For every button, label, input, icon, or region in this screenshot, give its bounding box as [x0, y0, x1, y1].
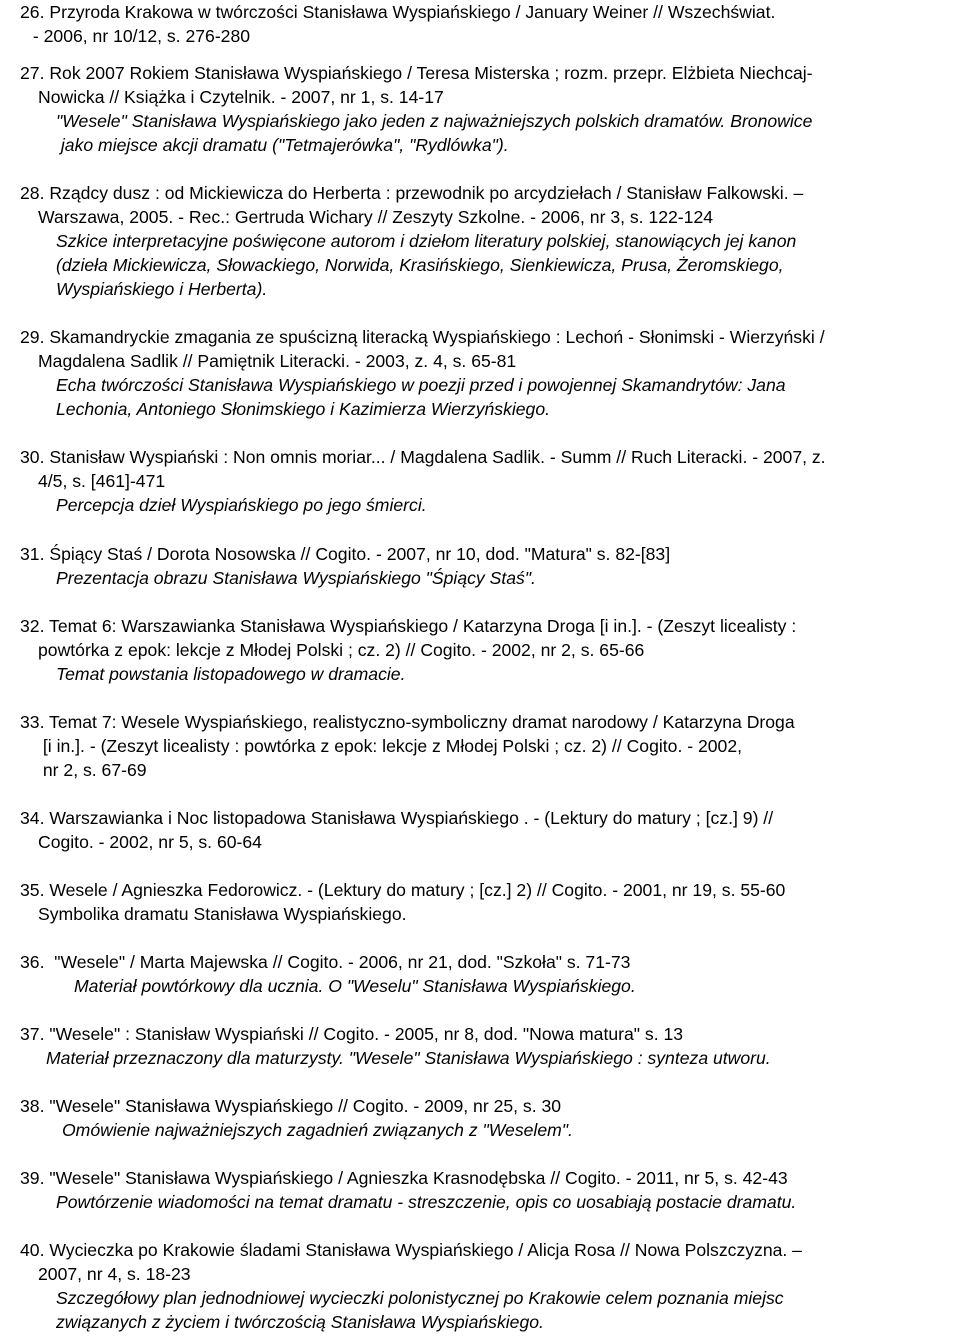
entry-line: 27. Rok 2007 Rokiem Stanisława Wyspiańskiego / Teresa Misterska ; rozm. przepr. Elżbieta Niechcaj-: [20, 63, 813, 83]
entry-line: 26. Przyroda Krakowa w twórczości Stanisława Wyspiańskiego / January Weiner // Wszechświat.: [20, 2, 776, 22]
entry-line: 36. "Wesele" / Marta Majewska // Cogito. - 2006, nr 21, dod. "Szkoła" s. 71-73: [20, 952, 631, 972]
entry-note: Prezentacja obrazu Stanisława Wyspiańskiego "Śpiący Staś".: [56, 568, 536, 588]
entry-line: nr 2, s. 67-69: [38, 760, 147, 780]
entry-note: Wyspiańskiego i Herberta).: [56, 279, 268, 299]
entry-note: "Wesele" Stanisława Wyspiańskiego jako jeden z najważniejszych polskich dramatów. Bronowice: [56, 111, 813, 131]
entry-line: Cogito. - 2002, nr 5, s. 60-64: [38, 832, 262, 852]
entry-line: 29. Skamandryckie zmagania ze spuścizną literacką Wyspiańskiego : Lechoń - Słonimski - Wierzyński /: [20, 327, 825, 347]
entry-line: 35. Wesele / Agnieszka Fedorowicz. - (Lektury do matury ; [cz.] 2) // Cogito. - 2001, nr 19, s. 55-60: [20, 880, 786, 900]
entry-line: 31. Śpiący Staś / Dorota Nosowska // Cogito. - 2007, nr 10, dod. "Matura" s. 82-[83]: [20, 544, 671, 564]
entry-line: Warszawa, 2005. - Rec.: Gertruda Wichary // Zeszyty Szkolne. - 2006, nr 3, s. 122-124: [38, 207, 714, 227]
entry-line: 30. Stanisław Wyspiański : Non omnis moriar... / Magdalena Sadlik. - Summ // Ruch Literacki. - 2007, z.: [20, 447, 826, 467]
entry-line: - 2006, nr 10/12, s. 276-280: [28, 26, 251, 46]
entry-note: Echa twórczości Stanisława Wyspiańskiego w poezji przed i powojennej Skamandrytów: Jana: [56, 375, 786, 395]
entry-line: 2007, nr 4, s. 18-23: [38, 1264, 191, 1284]
entry-line: 40. Wycieczka po Krakowie śladami Stanisława Wyspiańskiego / Alicja Rosa // Nowa Polszczyzna. –: [20, 1240, 802, 1260]
entry-line: 38. "Wesele" Stanisława Wyspiańskiego // Cogito. - 2009, nr 25, s. 30: [20, 1096, 562, 1116]
entry-line: Symbolika dramatu Stanisława Wyspiańskiego.: [38, 904, 407, 924]
entry-note: Materiał powtórkowy dla ucznia. O "Weselu" Stanisława Wyspiańskiego.: [74, 976, 636, 996]
entry-line: 28. Rządcy dusz : od Mickiewicza do Herberta : przewodnik po arcydziełach / Stanisław Falkowski. –: [20, 183, 804, 203]
entry-note: Powtórzenie wiadomości na temat dramatu - streszczenie, opis co uosabiają postacie dramatu.: [56, 1192, 797, 1212]
entry-line: [i in.]. - (Zeszyt licealisty : powtórka z epok: lekcje z Młodej Polski ; cz. 2) // Cogito. - 2002,: [38, 736, 742, 756]
entry-line: Magdalena Sadlik // Pamiętnik Literacki. - 2003, z. 4, s. 65-81: [38, 351, 517, 371]
entry-note: Materiał przeznaczony dla maturzysty. "Wesele" Stanisława Wyspiańskiego : synteza utworu.: [46, 1048, 771, 1068]
entry-line: 39. "Wesele" Stanisława Wyspiańskiego / Agnieszka Krasnodębska // Cogito. - 2011, nr 5, s. 42-43: [20, 1168, 788, 1188]
entry-line: powtórka z epok: lekcje z Młodej Polski ; cz. 2) // Cogito. - 2002, nr 2, s. 65-66: [38, 640, 645, 660]
entry-note: Percepcja dzieł Wyspiańskiego po jego śmierci.: [56, 495, 427, 515]
entry-line: 37. "Wesele" : Stanisław Wyspiański // Cogito. - 2005, nr 8, dod. "Nowa matura" s. 13: [20, 1024, 684, 1044]
entry-note: (dzieła Mickiewicza, Słowackiego, Norwida, Krasińskiego, Sienkiewicza, Prusa, Żeromskiego,: [56, 255, 784, 275]
entry-line: 32. Temat 6: Warszawianka Stanisława Wyspiańskiego / Katarzyna Droga [i in.]. - (Zeszyt licealisty :: [20, 616, 797, 636]
entry-note: Lechonia, Antoniego Słonimskiego i Kazimierza Wierzyńskiego.: [56, 399, 551, 419]
entry-note: Omówienie najważniejszych zagadnień związanych z "Weselem".: [62, 1120, 573, 1140]
entry-note: Temat powstania listopadowego w dramacie.: [56, 664, 406, 684]
entry-note: jako miejsce akcji dramatu ("Tetmajerówka", "Rydlówka").: [56, 135, 509, 155]
entry-line: 34. Warszawianka i Noc listopadowa Stanisława Wyspiańskiego . - (Lektury do matury ; [cz.] 9) //: [20, 808, 774, 828]
entry-line: 4/5, s. [461]-471: [38, 471, 166, 491]
entry-line: Nowicka // Książka i Czytelnik. - 2007, nr 1, s. 14-17: [38, 87, 444, 107]
entry-note: związanych z życiem i twórczością Stanisława Wyspiańskiego.: [56, 1312, 544, 1332]
entry-line: 33. Temat 7: Wesele Wyspiańskiego, realistyczno-symboliczny dramat narodowy / Katarzyna Droga: [20, 712, 795, 732]
entry-note: Szkice interpretacyjne poświęcone autorom i dziełom literatury polskiej, stanowiących jej kanon: [56, 231, 797, 251]
entry-note: Szczegółowy plan jednodniowej wycieczki polonistycznej po Krakowie celem poznania miejsc: [56, 1288, 784, 1308]
